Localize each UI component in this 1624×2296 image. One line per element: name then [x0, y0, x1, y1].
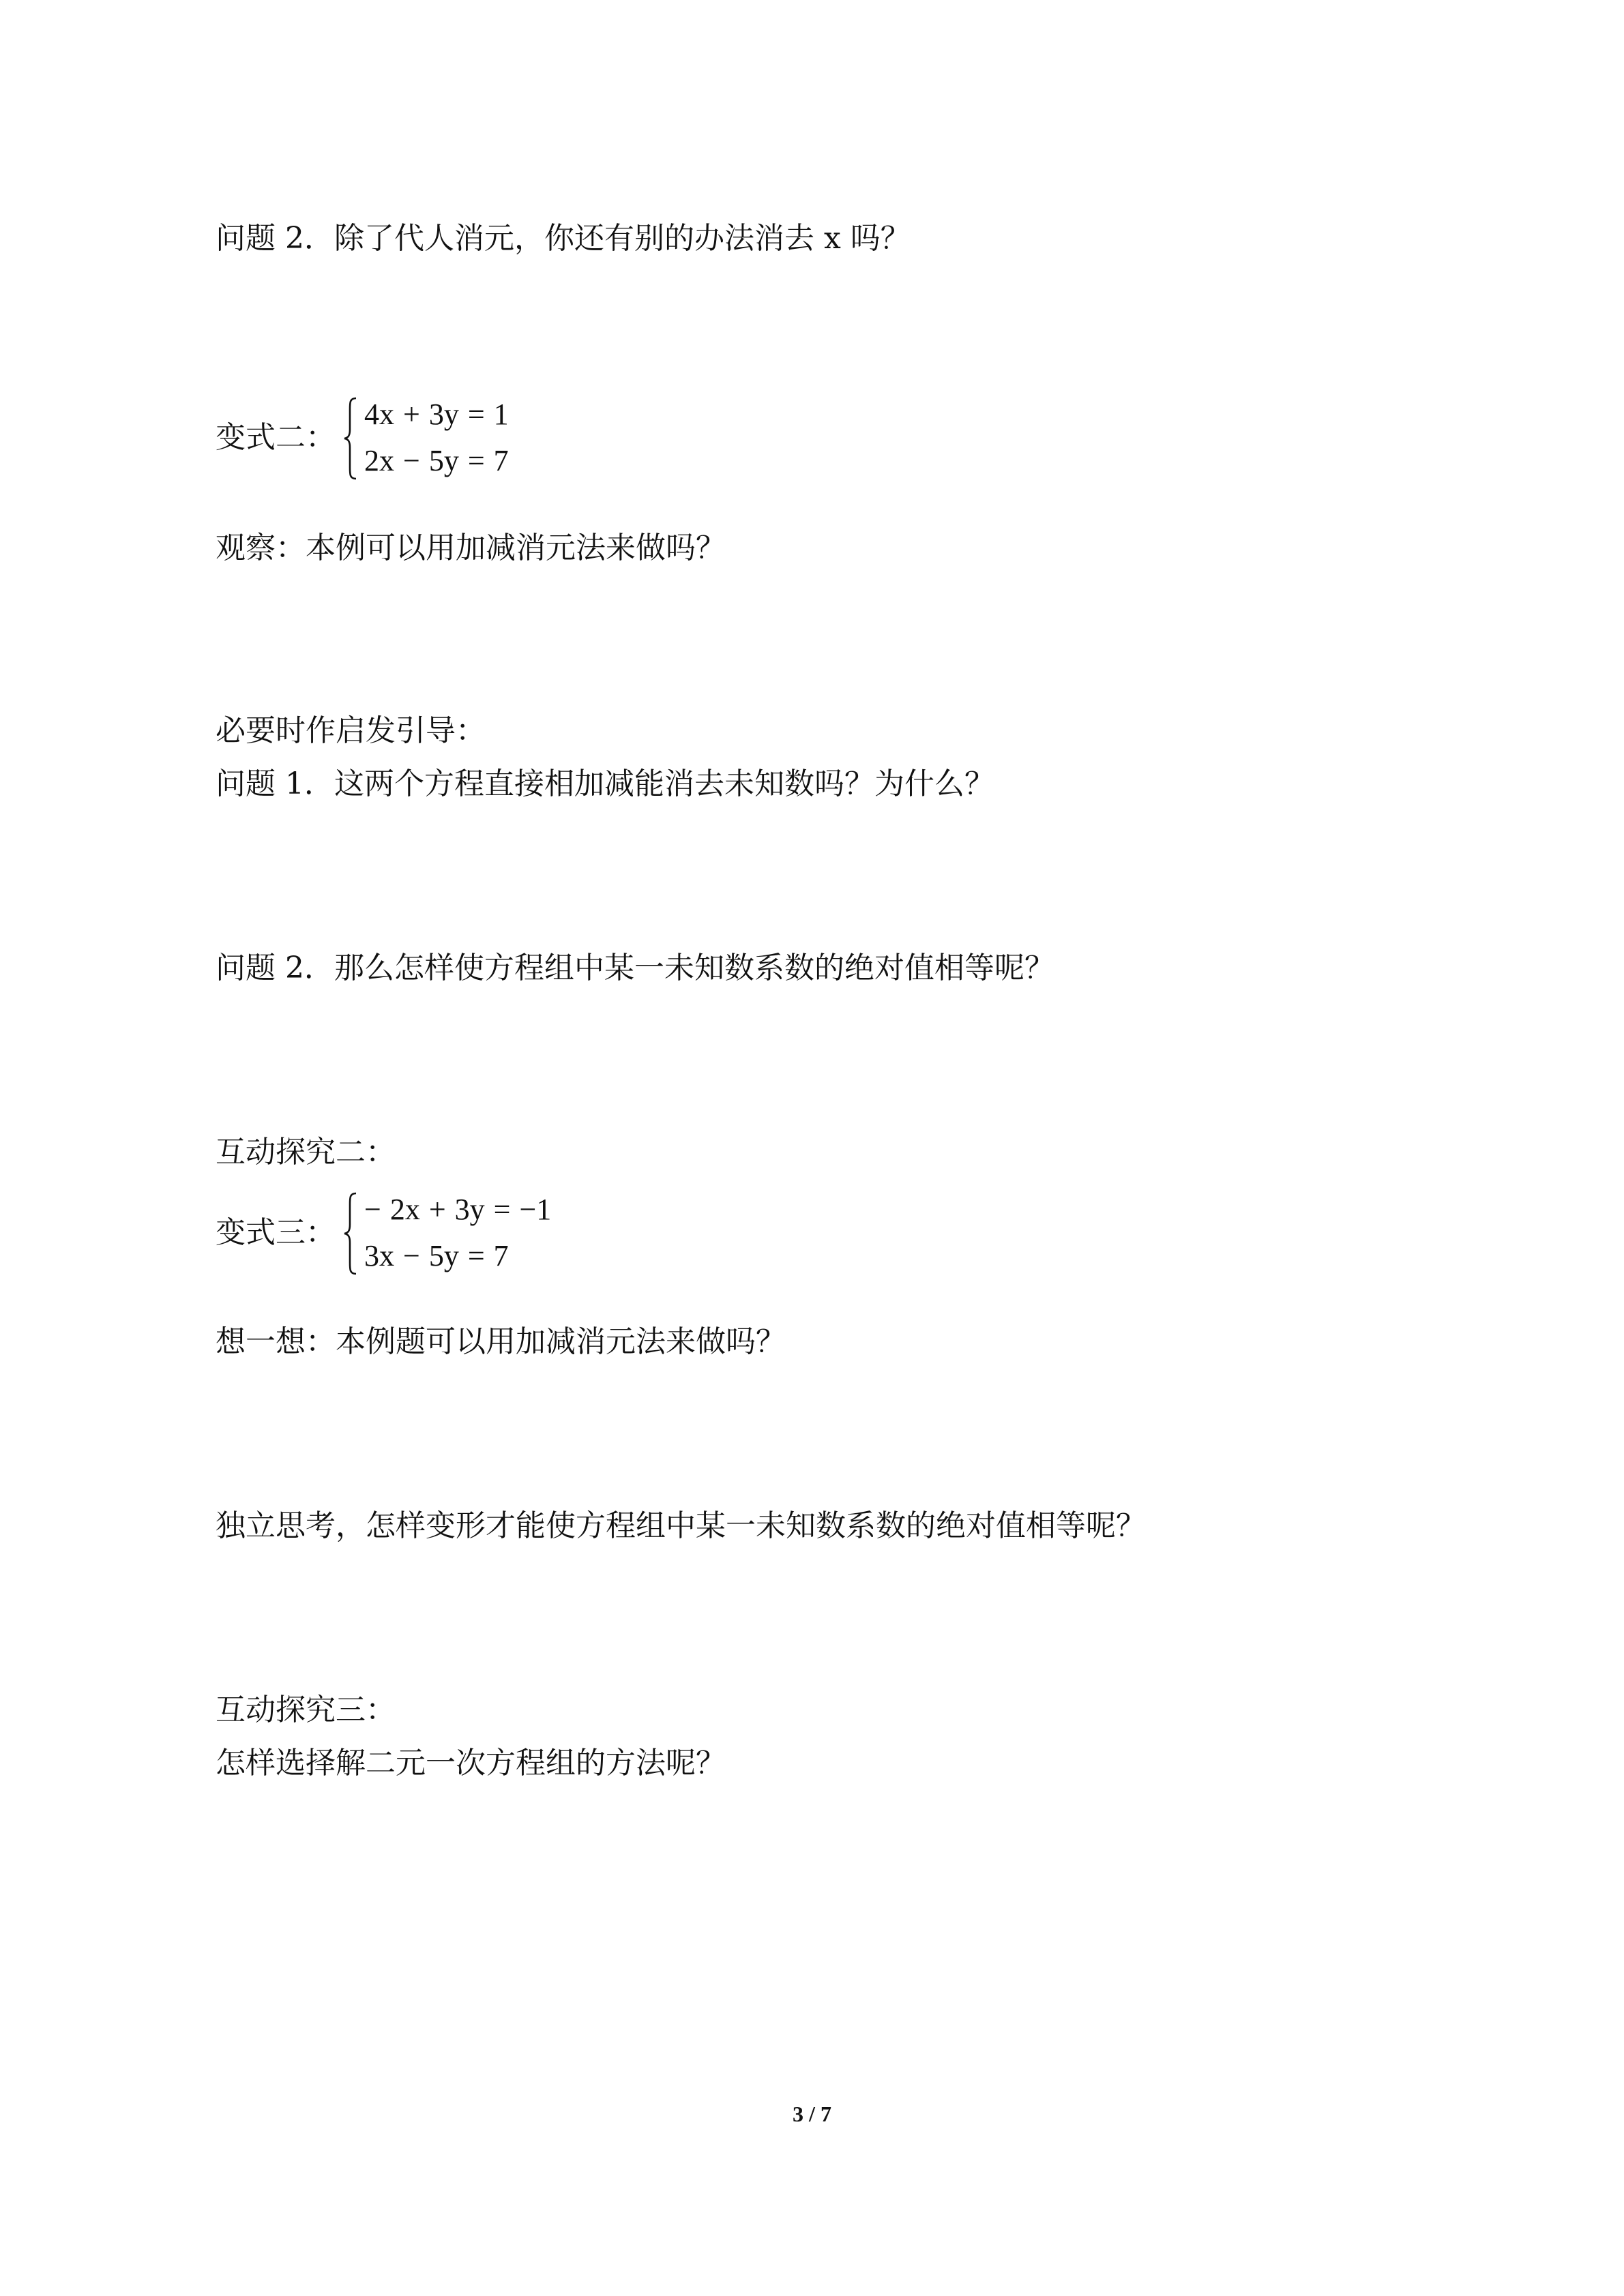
observe-text: 观察：本例可以用加减消元法来做吗？ — [216, 531, 726, 565]
variant-three-equation-1: − 2x + 3y = −1 — [364, 1193, 552, 1226]
left-brace-icon — [342, 394, 360, 483]
think-text: 想一想：本例题可以用加减消元法来做吗？ — [216, 1324, 786, 1359]
variant-three-label: 变式三： — [216, 1215, 336, 1250]
independent-thinking-text: 独立思考，怎样变形才能使方程组中某一未知数系数的绝对值相等呢？ — [216, 1508, 1146, 1543]
question-2-second-text: 问题 2．那么怎样使方程组中某一未知数系数的绝对值相等呢？ — [216, 951, 1054, 985]
variant-two-label: 变式二： — [216, 420, 336, 455]
question-1-text: 问题 1．这两个方程直接相加减能消去未知数吗？为什么？ — [216, 766, 994, 801]
question-2-text: 问题 2．除了代人消元，你还有别的办法消去 x 吗？ — [216, 221, 911, 256]
variant-two-equation-1: 4x + 3y = 1 — [364, 398, 509, 431]
variant-two-equation-2: 2x − 5y = 7 — [364, 444, 509, 477]
variant-three-equation-2: 3x − 5y = 7 — [364, 1239, 509, 1272]
left-brace-icon — [342, 1189, 360, 1278]
interact-two-heading: 互动探究二： — [216, 1135, 396, 1169]
guide-text: 必要时作启发引导： — [216, 713, 486, 748]
interact-three-heading: 互动探究三： — [216, 1693, 396, 1727]
page-number: 3 / 7 — [793, 2102, 831, 2126]
method-selection-text: 怎样选择解二元一次方程组的方法呢？ — [216, 1746, 726, 1780]
